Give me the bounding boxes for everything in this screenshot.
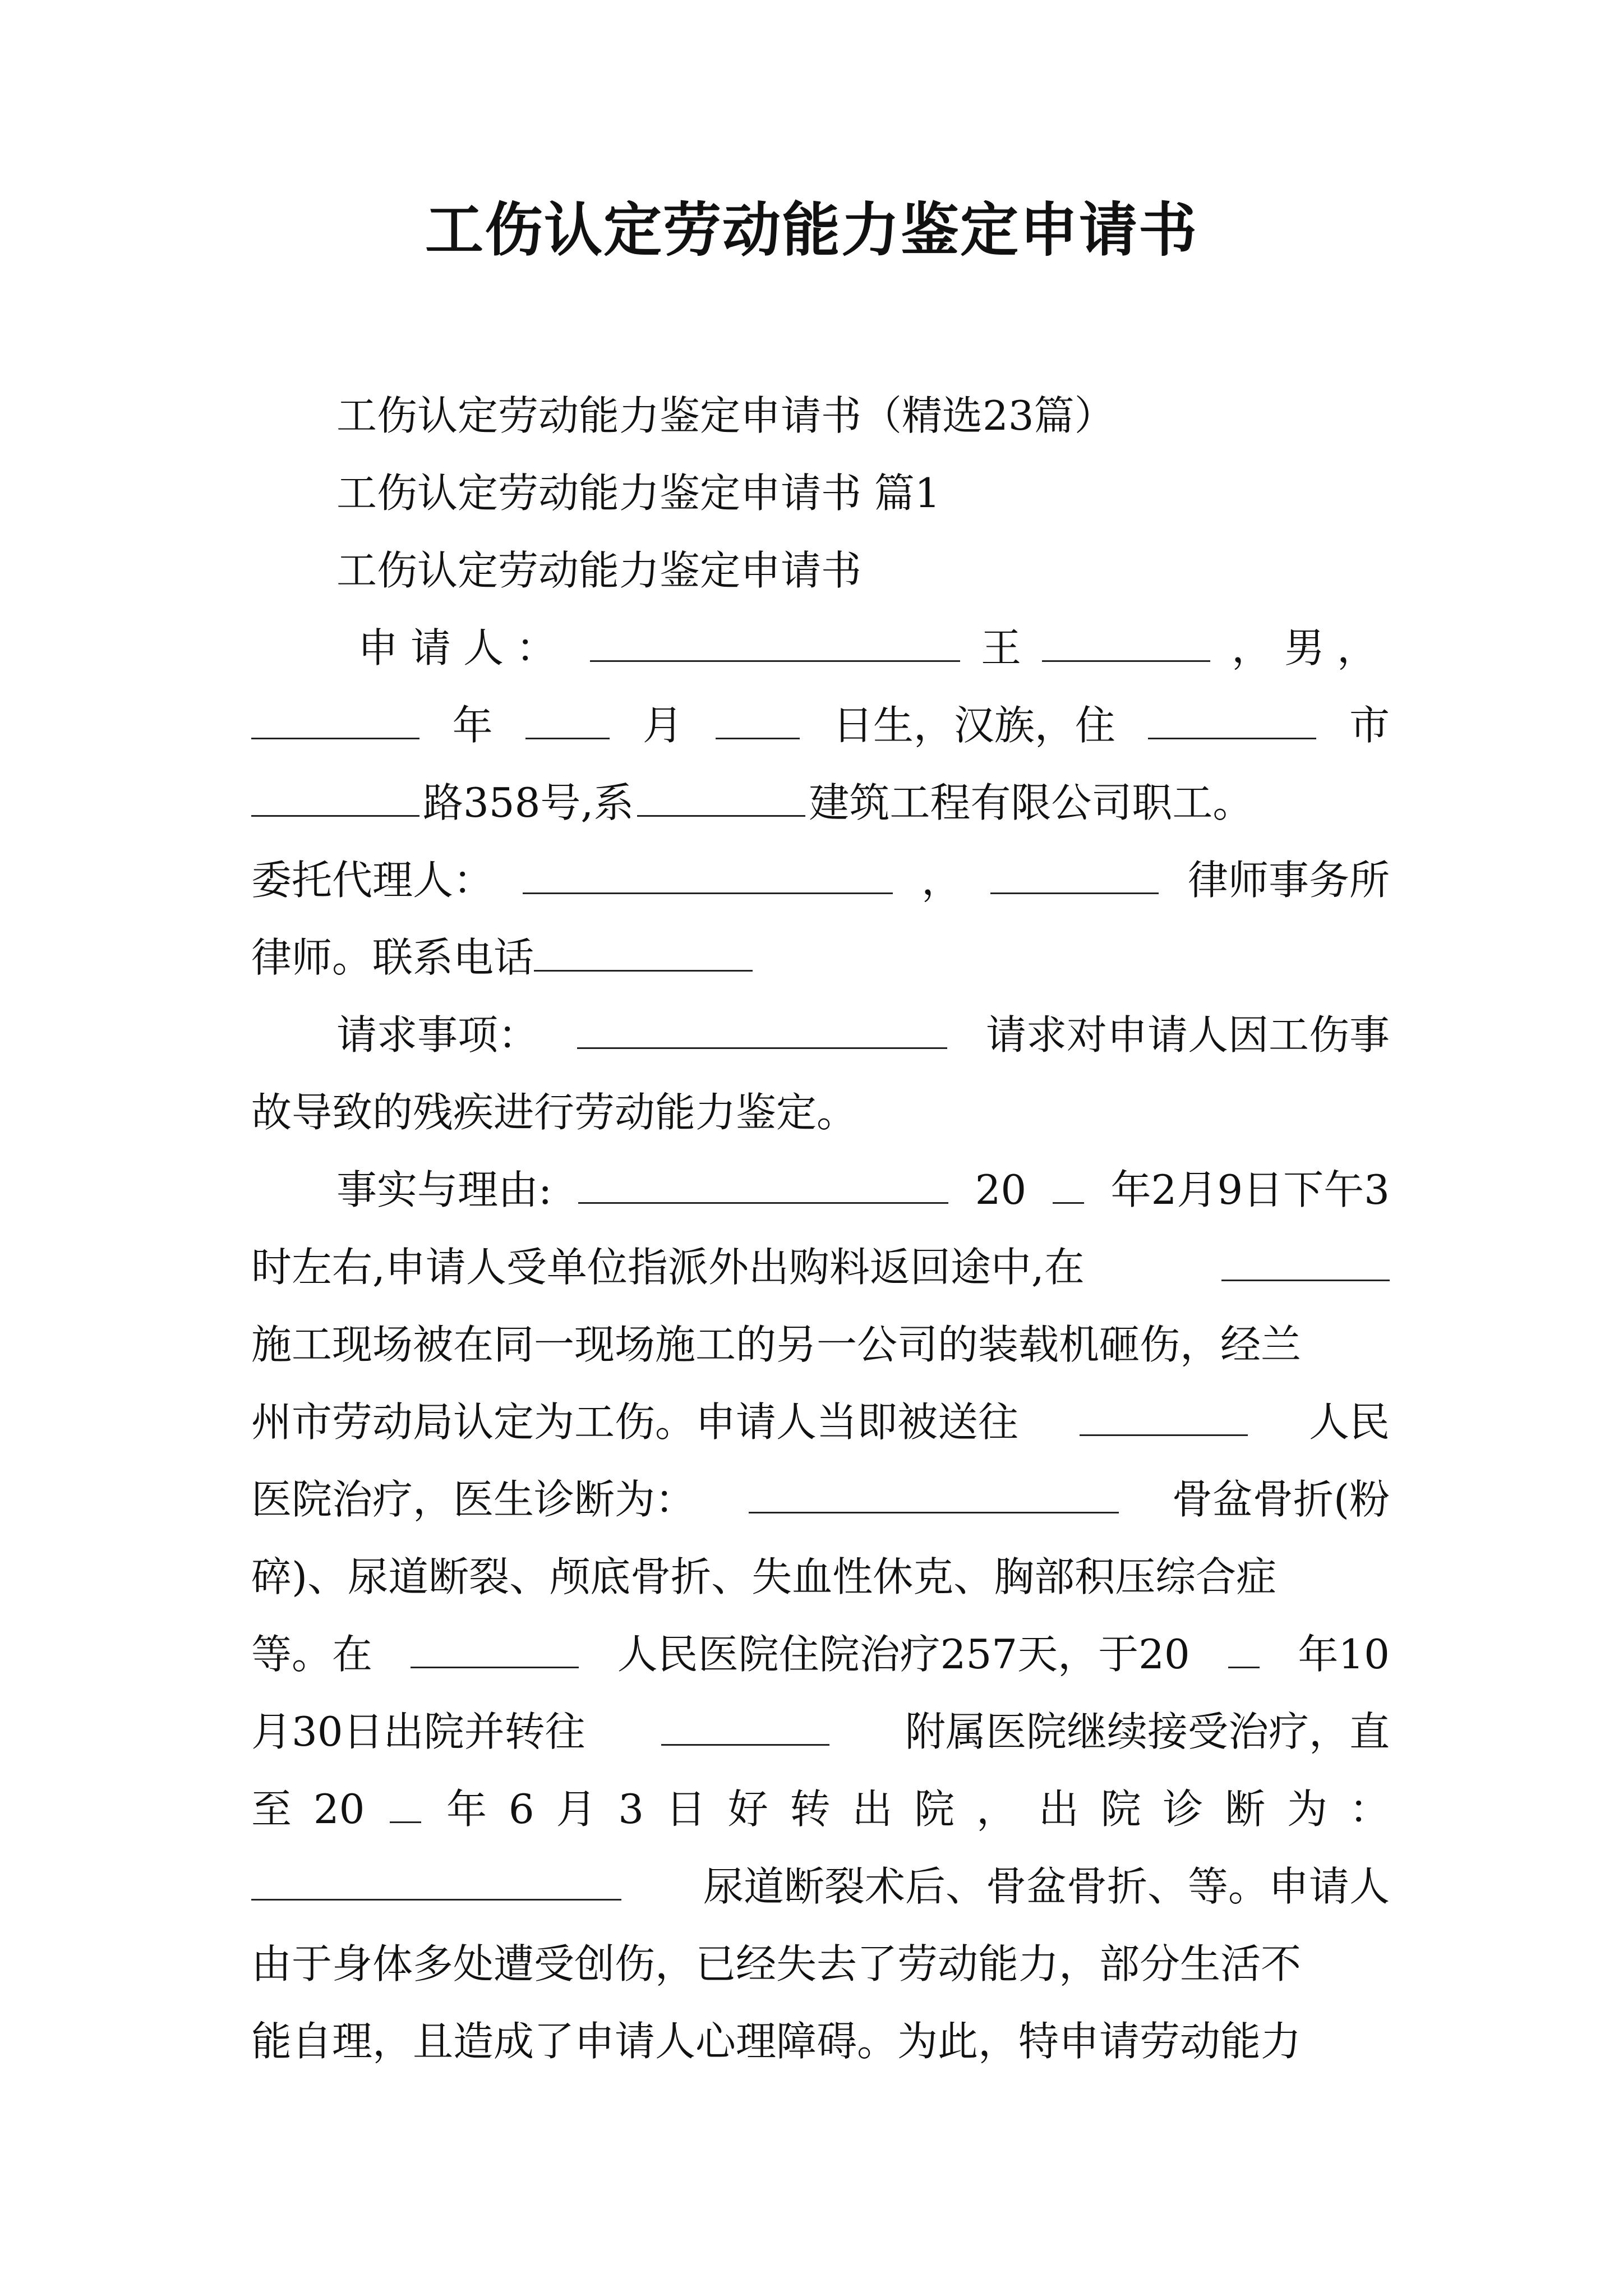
blank-field xyxy=(1148,703,1316,739)
facts-text: 人民医院住院治疗257天，于20 xyxy=(617,1631,1190,1678)
blank-field xyxy=(1053,1167,1084,1204)
facts-line-8 xyxy=(251,1693,1390,1770)
facts-word: 20 xyxy=(313,1786,365,1833)
blank-field xyxy=(525,703,610,739)
facts-word: 月 xyxy=(556,1786,597,1833)
facts-text: 时左右,申请人受单位指派外出购料返回途中,在 xyxy=(251,1244,1085,1291)
facts-word: 断 xyxy=(1225,1786,1266,1833)
blank-field xyxy=(251,703,419,739)
road-label: 路358号,系 xyxy=(423,779,634,826)
blank-field xyxy=(661,1709,829,1746)
facts-word: 院 xyxy=(1100,1786,1141,1833)
facts-word: 日 xyxy=(665,1786,706,1833)
facts-word: 出 xyxy=(852,1786,893,1833)
facts-word: ， xyxy=(976,1786,1017,1833)
blank-field xyxy=(749,1477,1119,1513)
agent-line-2 xyxy=(251,919,1390,996)
facts-word: 6 xyxy=(508,1786,534,1833)
applicant-gender: ，男， xyxy=(1231,624,1390,671)
facts-label: 事实与理由: xyxy=(336,1166,552,1213)
agent-comma: ， xyxy=(921,857,962,904)
facts-word: 好 xyxy=(727,1786,768,1833)
facts-date: 年2月9日下午3 xyxy=(1110,1166,1390,1213)
facts-word: 诊 xyxy=(1163,1786,1204,1833)
blank-field xyxy=(1042,625,1210,662)
document-body xyxy=(251,377,1390,2080)
blank-field xyxy=(411,1632,579,1668)
facts-word: 3 xyxy=(618,1786,644,1833)
facts-word: ： xyxy=(1349,1786,1390,1833)
facts-text: 医院治疗，医生诊断为： xyxy=(251,1476,696,1523)
birth-day-ethnicity: 日生，汉族，住 xyxy=(832,702,1115,749)
facts-text: 附属医院继续接受治疗，直 xyxy=(905,1708,1390,1755)
request-text-1: 请求对申请人因工伤事 xyxy=(985,1011,1390,1059)
request-line-1 xyxy=(251,996,1390,1074)
facts-line-5 xyxy=(251,1461,1390,1538)
facts-text: 人民 xyxy=(1308,1398,1390,1446)
document-title: 工伤认定劳动能力鉴定申请书 xyxy=(425,195,1198,264)
facts-line-1 xyxy=(251,1151,1390,1228)
city-label: 市 xyxy=(1349,702,1390,749)
facts-text: 尿道断裂术后、骨盆骨折、等。申请人 xyxy=(703,1863,1390,1910)
applicant-name: 王 xyxy=(980,624,1021,671)
facts-line-3: 施工现场被在同一现场施工的另一公司的装载机砸伤，经兰 xyxy=(251,1321,1302,1368)
facts-line-6: 碎)、尿道断裂、颅底骨折、失血性休克、胸部积压综合症 xyxy=(251,1553,1277,1600)
birth-month-label: 月 xyxy=(642,702,683,749)
blank-field xyxy=(578,1167,948,1204)
blank-field xyxy=(577,1013,947,1049)
facts-word: 出 xyxy=(1038,1786,1079,1833)
applicant-label: 申请人： xyxy=(358,624,569,671)
agent-line-1 xyxy=(251,841,1390,919)
request-line-2: 故导致的残疾进行劳动能力鉴定。 xyxy=(251,1089,857,1136)
birth-year-label: 年 xyxy=(452,702,493,749)
blank-field xyxy=(716,703,800,739)
lawyer-phone-label: 律师。联系电话 xyxy=(251,934,534,981)
facts-line-4 xyxy=(251,1383,1390,1461)
agent-label: 委托代理人： xyxy=(251,857,494,904)
facts-word: 转 xyxy=(790,1786,831,1833)
facts-word: 年 xyxy=(446,1786,487,1833)
blank-field xyxy=(251,1864,621,1901)
facts-line-12: 能自理，且造成了申请人心理障碍。为此，特申请劳动能力 xyxy=(251,2018,1302,2065)
facts-word: 为 xyxy=(1287,1786,1328,1833)
blank-field xyxy=(1228,1632,1260,1668)
blank-field xyxy=(523,858,893,894)
facts-text: 等。在 xyxy=(251,1631,373,1678)
facts-line-9 xyxy=(251,1770,1390,1848)
applicant-line-1 xyxy=(251,609,1390,687)
facts-line-2 xyxy=(251,1228,1390,1306)
facts-word: 至 xyxy=(251,1786,292,1833)
facts-text: 年10 xyxy=(1298,1631,1390,1678)
company-label: 建筑工程有限公司职工。 xyxy=(809,779,1253,826)
blank-field xyxy=(637,780,805,817)
request-label: 请求事项： xyxy=(336,1011,539,1059)
blank-field xyxy=(1080,1400,1248,1436)
section-heading: 工伤认定劳动能力鉴定申请书 篇1 xyxy=(336,470,940,517)
facts-year-prefix: 20 xyxy=(975,1166,1027,1213)
facts-text: 州市劳动局认定为工伤。申请人当即被送往 xyxy=(251,1398,1019,1446)
applicant-line-2 xyxy=(251,687,1390,764)
subtitle-line: 工伤认定劳动能力鉴定申请书（精选23篇） xyxy=(336,392,1115,439)
applicant-line-3 xyxy=(251,764,1390,841)
facts-line-7 xyxy=(251,1616,1390,1693)
law-firm-label: 律师事务所 xyxy=(1187,857,1390,904)
doc-heading: 工伤认定劳动能力鉴定申请书 xyxy=(336,547,862,594)
blank-field xyxy=(1221,1245,1390,1281)
blank-field xyxy=(251,780,419,817)
facts-text: 月30日出院并转往 xyxy=(251,1708,585,1755)
blank-field xyxy=(390,1787,421,1823)
blank-field xyxy=(534,935,753,972)
facts-text: 骨盆骨折(粉 xyxy=(1172,1476,1390,1523)
facts-line-10 xyxy=(251,1848,1390,1925)
blank-field xyxy=(990,858,1159,894)
blank-field xyxy=(590,625,960,662)
facts-line-11: 由于身体多处遭受创伤，已经失去了劳动能力，部分生活不 xyxy=(251,1940,1302,1987)
facts-word: 院 xyxy=(914,1786,955,1833)
